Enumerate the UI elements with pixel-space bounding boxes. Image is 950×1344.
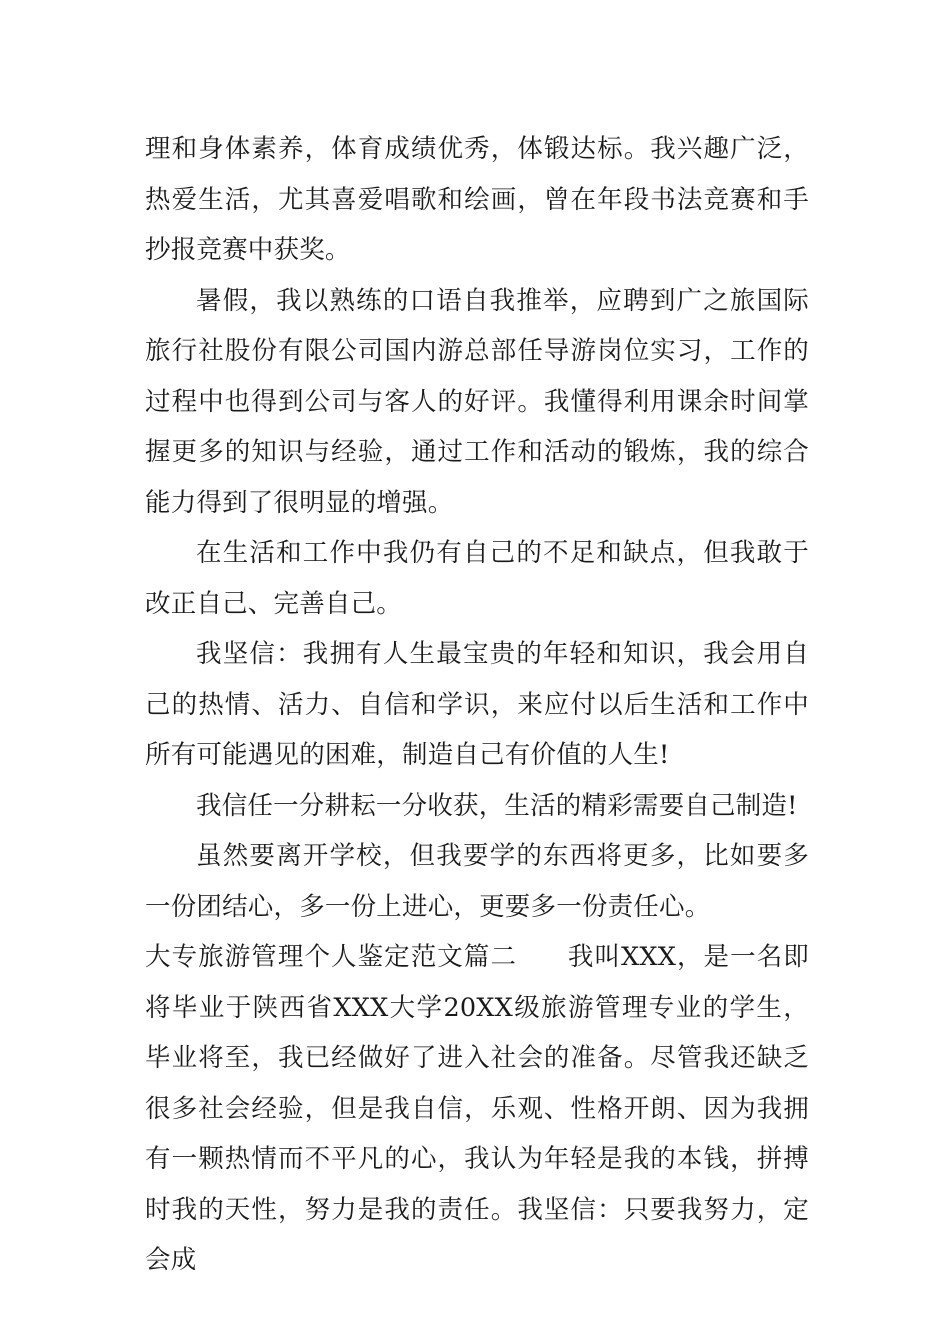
paragraph-3: 在生活和工作中我仍有自己的不足和缺点，但我敢于改正自己、完善自己。	[145, 538, 809, 619]
paragraph-2: 暑假，我以熟练的口语自我推举，应聘到广之旅国际旅行社股份有限公司国内游总部任导游岗位实习，工作的过程中也得到公司与客人的好评。我懂得利用课余时间掌握更多的知识与经验，通过工作和活动的锻炼，我的综合能力得到了很明显的增强。	[145, 285, 809, 518]
section-two	[145, 932, 809, 1286]
paragraph-6: 虽然要离开学校，但我要学的东西将更多，比如要多一份团结心，多一份上进心，更要多一份责任心。	[145, 841, 809, 922]
paragraph-1: 理和身体素养，体育成绩优秀，体锻达标。我兴趣广泛，热爱生活，尤其喜爱唱歌和绘画，曾在年段书法竞赛和手抄报竞赛中获奖。	[145, 134, 809, 265]
paragraph-4: 我坚信：我拥有人生最宝贵的年轻和知识，我会用自己的热情、活力、自信和学识，来应付以后生活和工作中所有可能遇见的困难，制造自己有价值的人生!	[145, 639, 809, 770]
section-title: 大专旅游管理个人鉴定范文篇二	[145, 942, 518, 972]
section-body: 我叫XXX，是一名即将毕业于陕西省XXX大学20XX级旅游管理专业的学生，毕业将至，我已经做好了进入社会的准备。尽管我还缺乏很多社会经验，但是我自信，乐观、性格开朗、因为我拥有一颗热情而不平凡的心，我认为年轻是我的本钱，拼搏时我的天性，努力是我的责任。我坚信：只要我努力，定会成	[145, 942, 809, 1275]
document-body	[145, 124, 809, 1286]
paragraph-5: 我信任一分耕耘一分收获，生活的精彩需要自己制造!	[196, 790, 798, 821]
